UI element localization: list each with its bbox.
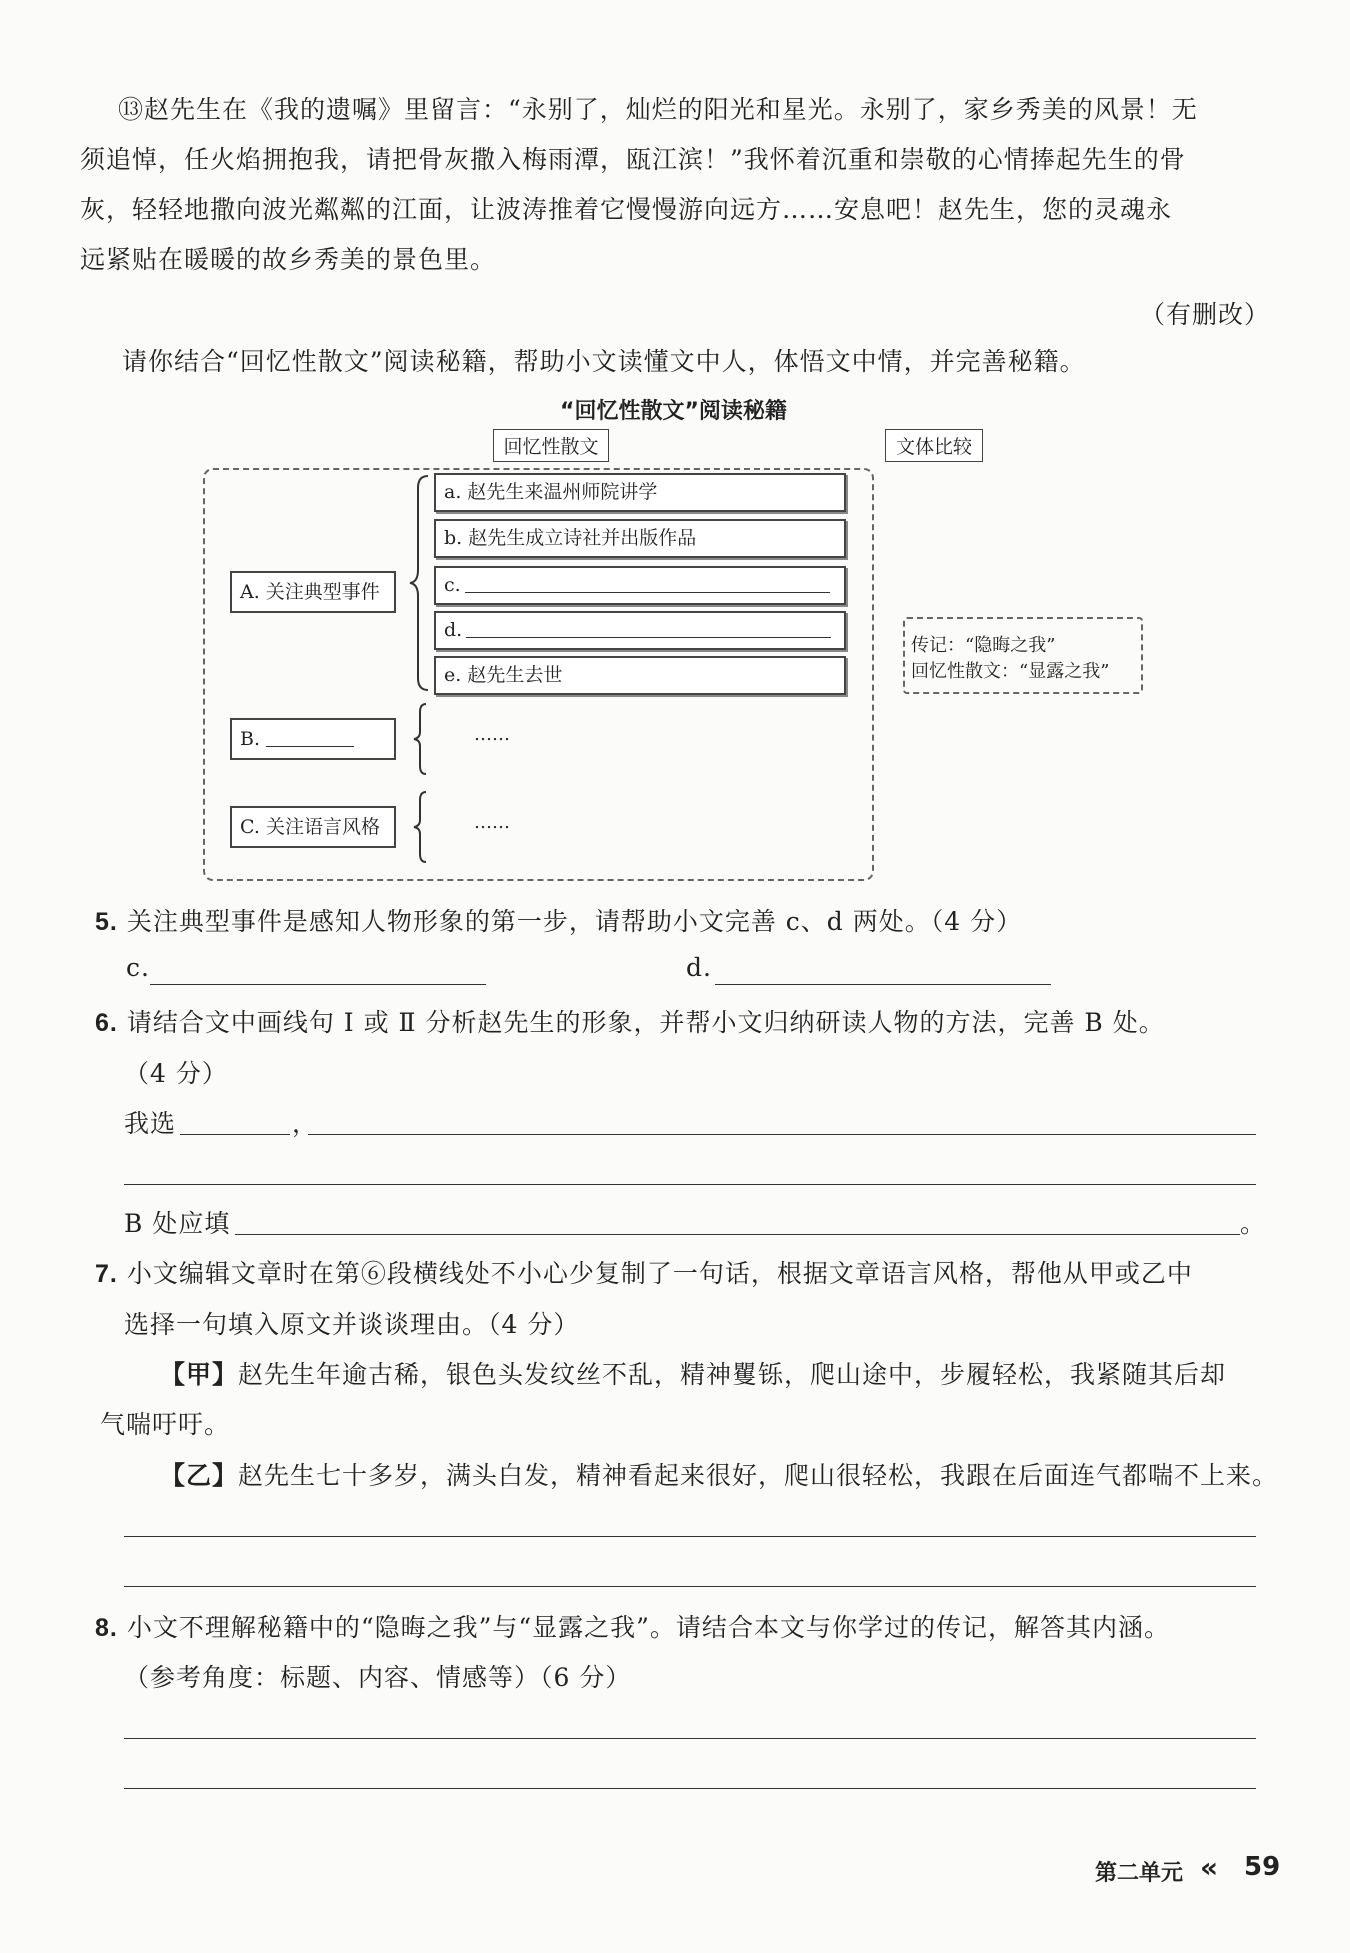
question-text: 小文不理解秘籍中的“隐晦之我”与“显露之我”。请结合本文与你学过的传记，解答其内涵。 [126,1613,1170,1642]
q6-period: 。 [1240,1209,1267,1238]
question-text: （参考角度：标题、内容、情感等）（6 分） [124,1663,632,1692]
question-text: 选择一句填入原文并谈谈理由。（4 分） [124,1310,580,1339]
option-yi-tag: 【乙】 [160,1461,239,1490]
q6-answer-line[interactable] [308,1134,1256,1135]
event-d-blank[interactable] [466,623,831,638]
q6-answer-line[interactable] [124,1184,1256,1185]
question-8 [95,1608,1170,1644]
box-b-label: B. [240,727,261,750]
option-yi-text: 赵先生七十多岁，满头白发，精神看起来很好，爬山很轻松，我跟在后面连气都喘不上来。 [238,1461,1279,1490]
diagram-title: “回忆性散文”阅读秘籍 [560,399,787,424]
event-box: e. 赵先生去世 [434,656,846,695]
question-number: 6. [95,1009,118,1037]
brace-a [408,474,432,692]
q8-answer-line[interactable] [124,1738,1256,1739]
unit-label: 第二单元 [1095,1861,1184,1886]
q8-answer-line[interactable] [124,1788,1256,1789]
q5-d-label: d. [686,953,712,982]
question-number: 8. [95,1614,118,1642]
compare-line: 传记：“隐晦之我” [911,635,1056,656]
q7-answer-line[interactable] [124,1586,1256,1587]
q6-b-fill-label: B 处应填 [124,1209,231,1238]
option-yi [160,1456,1278,1492]
option-jia-tag: 【甲】 [160,1360,239,1389]
q5-c-answer-line[interactable] [150,984,486,985]
box-a: A. 关注典型事件 [230,571,396,613]
passage-line: 须追悼，任火焰拥抱我，请把骨灰撒入梅雨潭，瓯江滨！”我怀着沉重和崇敬的心情捧起先生的骨 [80,145,1186,174]
passage-line: 远紧贴在暖暖的故乡秀美的景色里。 [80,245,497,274]
brace-c [412,790,430,864]
event-box: b. 赵先生成立诗社并出版作品 [434,519,846,558]
q6-choose-label: 我选 [124,1109,177,1138]
event-box: a. 赵先生来温州师院讲学 [434,473,846,512]
option-jia-text: 气喘吁吁。 [100,1410,231,1439]
event-d-label: d. [444,619,463,641]
tag-memoir: 回忆性散文 [493,429,609,462]
page-number: 59 [1244,1852,1281,1882]
question-text: 关注典型事件是感知人物形象的第一步，请帮助小文完善 c、d 两处。（4 分） [126,907,1023,936]
question-text: 请结合文中画线句 Ⅰ 或 Ⅱ 分析赵先生的形象，并帮小文归纳研读人物的方法，完善 B 处。 [126,1008,1165,1037]
task-intro: 请你结合“回忆性散文”阅读秘籍，帮助小文读懂文中人，体悟文中情，并完善秘籍。 [122,347,1086,376]
q6-comma: ， [292,1109,319,1138]
option-jia [160,1355,1226,1391]
passage-line: ⑬赵先生在《我的遗嘱》里留言：“永别了，灿烂的阳光和星光。永别了，家乡秀美的风景！无 [118,95,1198,124]
q6-choose-blank[interactable] [180,1134,290,1135]
question-number: 7. [95,1260,118,1288]
question-number: 5. [95,908,118,936]
question-text: 小文编辑文章时在第⑥段横线处不小心少复制了一句话，根据文章语言风格，帮他从甲或乙中 [126,1259,1193,1288]
event-box-c [434,566,846,605]
compare-line: 回忆性散文：“显露之我” [911,661,1110,682]
box-b [230,718,396,760]
event-box-d [434,611,846,650]
question-6 [95,1003,1165,1039]
passage-line: 灰，轻轻地撒向波光粼粼的江面，让波涛推着它慢慢游向远方……安息吧！赵先生，您的灵魂永 [80,195,1173,224]
ellipsis-c: …… [474,812,510,833]
brace-b [412,702,430,776]
q7-answer-line[interactable] [124,1536,1256,1537]
question-5 [95,902,1022,938]
q6-b-answer-line[interactable] [235,1234,1240,1235]
box-b-blank[interactable] [266,732,354,747]
tag-genre-compare: 文体比较 [885,429,983,462]
question-7 [95,1254,1193,1290]
source-note: （有删改） [1140,300,1271,329]
question-text: （4 分） [124,1059,228,1088]
box-c: C. 关注语言风格 [230,806,396,848]
option-jia-text: 赵先生年逾古稀，银色头发纹丝不乱，精神矍铄，爬山途中，步履轻松，我紧随其后却 [238,1360,1227,1389]
q5-d-answer-line[interactable] [715,984,1051,985]
event-c-blank[interactable] [465,578,830,593]
q5-c-label: c. [126,953,150,982]
event-c-label: c. [444,574,461,596]
ellipsis-b: …… [474,724,510,745]
chevron-left-icon: « [1200,1851,1219,1884]
